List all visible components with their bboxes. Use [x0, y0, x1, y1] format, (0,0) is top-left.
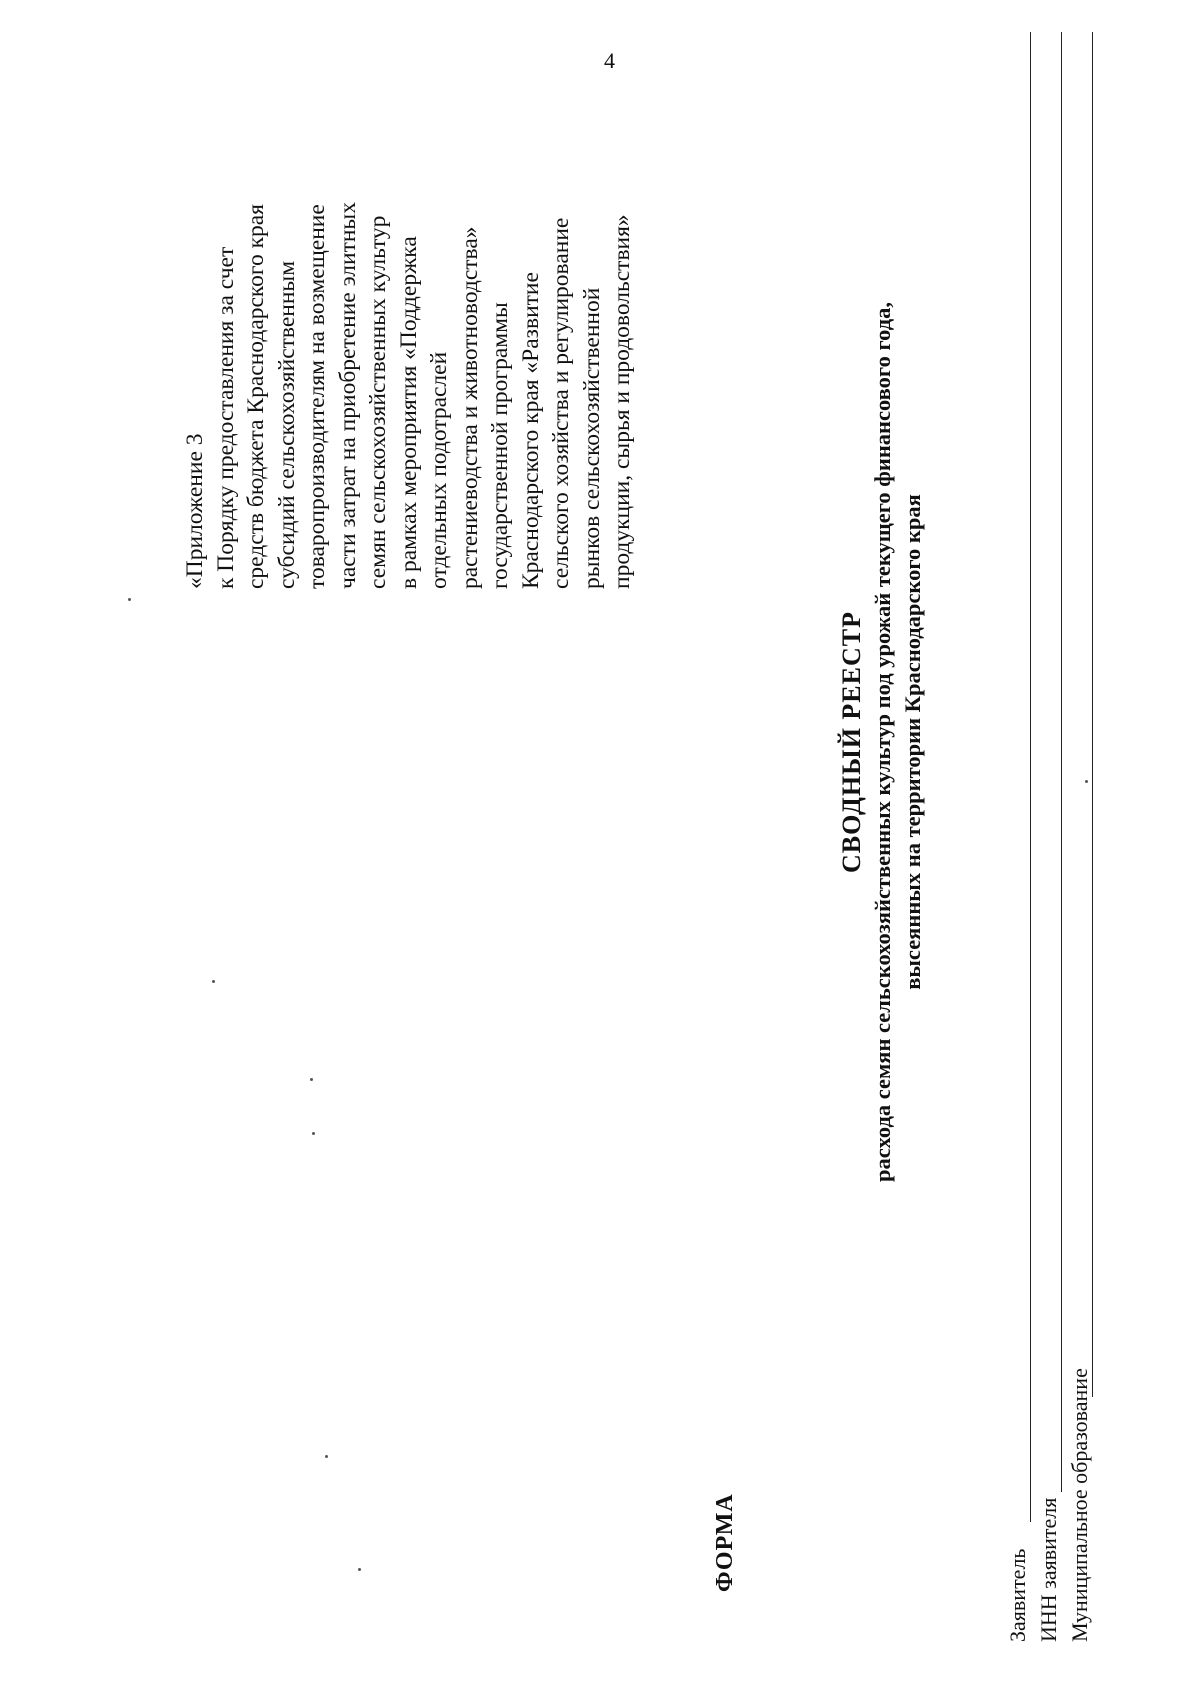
appendix-line: сельского хозяйства и регулирование	[548, 217, 574, 589]
appendix-line: к Порядку предоставления за счет	[212, 246, 239, 589]
appendix-line: субсидий сельскохозяйственным	[273, 260, 300, 589]
applicant-fields	[1004, 22, 1097, 1642]
scan-speck	[128, 598, 131, 601]
appendix-line: средств бюджета Краснодарского края	[243, 204, 269, 589]
scan-speck	[325, 1455, 328, 1458]
inn-input-line[interactable]	[1061, 32, 1062, 1492]
appendix-line: товаропроизводителям на возмещение	[304, 204, 330, 589]
scan-speck	[312, 1132, 315, 1135]
page-number: 4	[604, 48, 615, 73]
scan-speck	[358, 1568, 361, 1571]
appendix-line: части затрат на приобретение элитных	[334, 202, 361, 589]
inn-label: ИНН заявителя	[1036, 1497, 1061, 1642]
title-line-3: высеянных на территории Краснодарского края	[900, 494, 925, 990]
title-line-2: расхода семян сельскохозяйственных культур под урожай текущего финансового года,	[870, 302, 895, 1182]
appendix-line: отдельных подотраслей	[426, 351, 452, 589]
appendix-line: продукции, сырья и продовольствия»	[609, 214, 635, 589]
form-label: ФОРМА	[712, 1493, 738, 1592]
applicant-input-line[interactable]	[1030, 32, 1031, 1522]
appendix-line: растениеводства и животноводства»	[456, 226, 483, 589]
appendix-line: семян сельскохозяйственных культур	[365, 215, 391, 589]
appendix-header	[180, 69, 638, 589]
appendix-line: государственной программы	[487, 302, 513, 589]
municipality-input-line[interactable]	[1092, 32, 1093, 1397]
appendix-line: Краснодарского края «Развитие	[517, 272, 544, 589]
inn-row	[1035, 22, 1066, 1642]
title-main: СВОДНЫЙ РЕЕСТР	[837, 611, 866, 873]
appendix-line: «Приложение 3	[182, 433, 208, 589]
document-title	[836, 92, 928, 1392]
applicant-label: Заявитель	[1005, 1548, 1030, 1642]
applicant-row	[1004, 22, 1035, 1642]
scan-speck	[310, 1078, 313, 1081]
appendix-line: в рамках мероприятия «Поддержка	[395, 236, 422, 589]
scan-speck	[212, 980, 215, 983]
municipality-label: Муниципальное образование	[1067, 1368, 1092, 1642]
appendix-line: рынков сельскохозяйственной	[578, 287, 605, 589]
scan-speck	[1085, 780, 1088, 783]
municipality-row	[1066, 22, 1097, 1642]
